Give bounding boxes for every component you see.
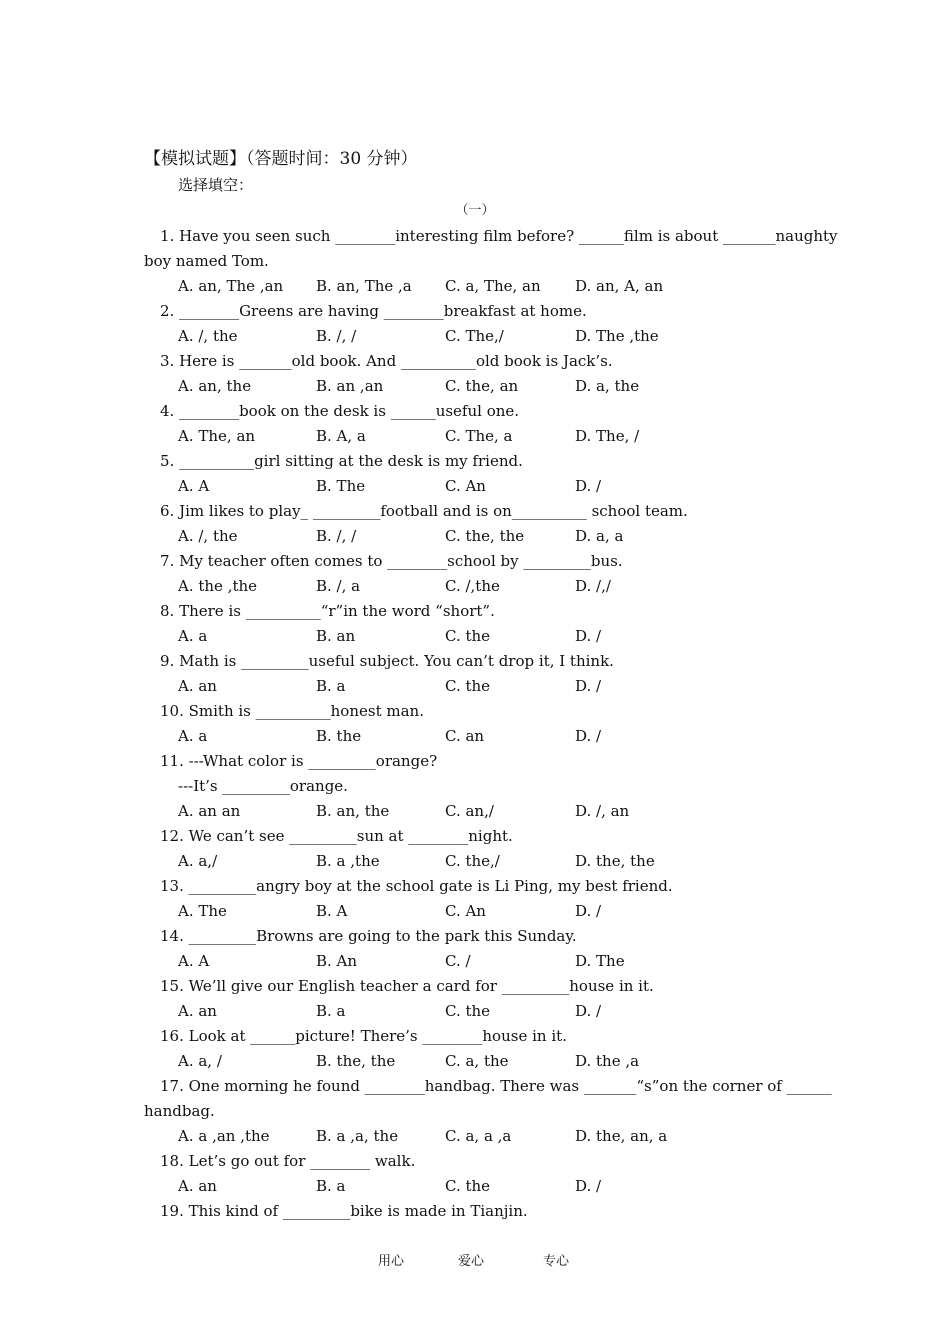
question-continuation: ---It’s _________orange. [178,777,348,795]
answer-option: D. a, the [575,377,640,395]
answer-option: A. an, the [178,377,252,395]
answer-option: C. the [445,1177,491,1195]
question-text: 6. Jim likes to play_ _________football and is on__________ school team. [160,502,688,520]
answer-option: D. / [575,727,602,745]
answer-option: D. /, an [575,802,630,820]
answer-option: A. a [178,727,208,745]
answer-option: B. a ,a, the [316,1127,399,1145]
answer-option: C. a, a ,a [445,1127,512,1145]
answer-option: D. the ,a [575,1052,640,1070]
answer-option: B. /, / [316,327,357,345]
answer-option: C. a, The, an [445,277,541,295]
question-text: 9. Math is _________useful subject. You can’t drop it, I think. [160,652,614,670]
question-text: 11. ---What color is _________orange? [160,752,438,770]
answer-option: A. an [178,1177,217,1195]
answer-option: B. An [316,952,358,970]
question-text: 4. ________book on the desk is ______useful one. [160,402,520,420]
question-text: 13. _________angry boy at the school gate is Li Ping, my best friend. [160,877,673,895]
question-text: 15. We’ll give our English teacher a card for _________house in it. [160,977,654,995]
answer-option: B. The [316,477,366,495]
question-text: 18. Let’s go out for ________ walk. [160,1152,416,1170]
answer-option: A. a, / [178,1052,222,1070]
answer-option: B. an [316,627,356,645]
answer-option: C. The, a [445,427,513,445]
answer-option: C. the, an [445,377,519,395]
answer-option: C. An [445,902,486,920]
question-text: 19. This kind of _________bike is made in Tianjin. [160,1202,528,1220]
answer-option: A. /, the [178,527,238,545]
answer-option: A. The, an [178,427,256,445]
answer-option: D. / [575,902,602,920]
answer-option: A. /, the [178,327,238,345]
answer-option: A. A [178,477,210,495]
answer-option: D. /,/ [575,577,611,595]
question-text: 2. ________Greens are having ________breakfast at home. [160,302,587,320]
footer-motto: 用心 [378,1254,405,1269]
answer-option: A. an an [178,802,241,820]
question-text: 8. There is __________“r”in the word “short”. [160,602,495,620]
answer-option: D. The [575,952,625,970]
answer-option: A. a ,an ,the [178,1127,270,1145]
answer-option: D. a, a [575,527,624,545]
answer-option: D. / [575,677,602,695]
answer-option: B. a ,the [316,852,380,870]
answer-option: B. a [316,1177,346,1195]
question-text: 16. Look at ______picture! There’s ________house in it. [160,1027,567,1045]
answer-option: B. an ,an [316,377,384,395]
answer-option: D. The ,the [575,327,659,345]
answer-option: C. the [445,627,491,645]
answer-option: B. a [316,1002,346,1020]
answer-option: D. / [575,1002,602,1020]
answer-option: C. the [445,677,491,695]
answer-option: D. / [575,477,602,495]
question-text: 1. Have you seen such ________interesting film before? ______film is about _______naughty [160,227,838,245]
answer-option: B. the, the [316,1052,396,1070]
answer-option: C. the, the [445,527,525,545]
question-text: 3. Here is _______old book. And __________old book is Jack’s. [160,352,613,370]
answer-option: A. The [178,902,227,920]
answer-option: B. an, the [316,802,390,820]
question-text: 5. __________girl sitting at the desk is my friend. [160,452,523,470]
question-continuation: handbag. [144,1102,215,1120]
exam-title: 【模拟试题】（答题时间：30 分钟） [144,149,418,169]
answer-option: D. the, the [575,852,655,870]
answer-option: C. /,the [445,577,500,595]
answer-option: C. The,/ [445,327,504,345]
answer-option: C. the,/ [445,852,500,870]
question-text: 7. My teacher often comes to ________school by _________bus. [160,552,623,570]
answer-option: D. an, A, an [575,277,664,295]
answer-option: A. a,/ [178,852,218,870]
instruction: 选择填空： [178,176,254,194]
answer-option: B. /, a [316,577,361,595]
answer-option: A. an, The ,an [178,277,284,295]
question-text: 17. One morning he found ________handbag. There was _______“s”on the corner of ______ [160,1077,832,1095]
answer-option: A. an [178,677,217,695]
answer-option: B. A [316,902,348,920]
answer-option: B. a [316,677,346,695]
answer-option: B. the [316,727,362,745]
answer-option: B. /, / [316,527,357,545]
question-text: 10. Smith is __________honest man. [160,702,424,720]
question-continuation: boy named Tom. [144,252,269,270]
answer-option: C. an [445,727,485,745]
answer-option: D. / [575,627,602,645]
answer-option: C. an,/ [445,802,494,820]
answer-option: C. a, the [445,1052,509,1070]
answer-option: D. the, an, a [575,1127,668,1145]
answer-option: D. The, / [575,427,640,445]
answer-option: A. the ,the [178,577,258,595]
answer-option: B. an, The ,a [316,277,412,295]
answer-option: C. An [445,477,486,495]
answer-option: A. a [178,627,208,645]
answer-option: B. A, a [316,427,366,445]
answer-option: A. A [178,952,210,970]
answer-option: D. / [575,1177,602,1195]
section-label: （一） [455,203,495,218]
answer-option: C. the [445,1002,491,1020]
footer-motto: 专心 [543,1254,570,1269]
question-text: 14. _________Browns are going to the park this Sunday. [160,927,577,945]
footer-motto: 爱心 [458,1254,485,1269]
question-text: 12. We can’t see _________sun at ________night. [160,827,513,845]
answer-option: A. an [178,1002,217,1020]
answer-option: C. / [445,952,471,970]
